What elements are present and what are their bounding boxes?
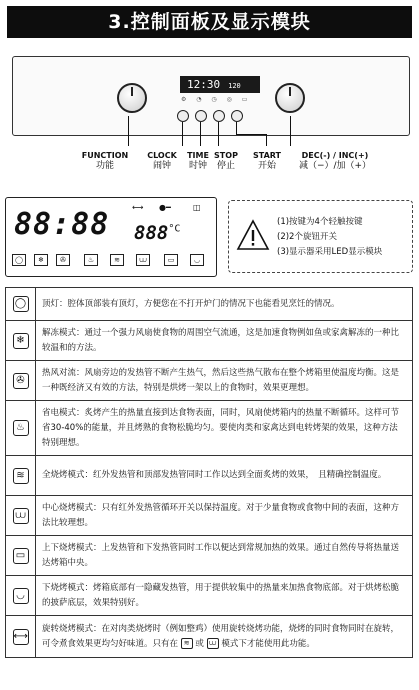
key-lock-icon: ●━ xyxy=(159,203,171,212)
dec-inc-label: DEC(-) / INC(+) 减（−）/加（+） xyxy=(298,151,372,171)
mode-table xyxy=(5,287,413,658)
fan-heat-icon: ✇ xyxy=(56,254,70,266)
callout-line xyxy=(290,116,291,146)
center-grill-icon: ⩊ xyxy=(207,638,219,649)
mode-description: 上下烧烤模式：上发热管和下发热管同时工作以便达到常规加热的效果。通过自然传导将热量送达烤箱中央。 xyxy=(36,536,413,576)
callout-line xyxy=(266,134,267,146)
lcd-display-diagram xyxy=(5,197,217,277)
lcd-temp-digits: $888^{^\circ C}$ xyxy=(134,222,181,244)
lamp-icon: ◯ xyxy=(12,254,26,266)
clock-label: CLOCK 闹钟 xyxy=(147,151,177,171)
control-panel xyxy=(12,56,410,136)
table-row xyxy=(6,616,413,658)
lcd-time-digits: 88:88 xyxy=(14,207,110,242)
callout-line xyxy=(218,122,219,146)
timer-indicator-icon: ◫ xyxy=(193,203,201,212)
function-label: FUNCTION 功能 xyxy=(81,151,129,171)
time-button[interactable] xyxy=(195,110,207,122)
start-button[interactable] xyxy=(231,110,243,122)
mode-description: 中心烧烤模式：只有红外发热管循环开关以保持温度。对于少量食物或食物中间的表面，这种方法比较理想。 xyxy=(36,496,413,536)
defrost-icon: ❄ xyxy=(13,333,29,349)
mode-description: 省电模式：炙烤产生的热量直接到达食物表面，同时，风扇使烤箱内的热量不断循环。这样可节省30-40%的能量，并且烤熟的食物松脆均匀。要使肉类和家禽达到电转烤架的效果，这种方法特别理想。 xyxy=(36,401,413,456)
top-bottom-icon: ▭ xyxy=(164,254,178,266)
clock-button[interactable] xyxy=(177,110,189,122)
center-grill-icon: ⩊ xyxy=(13,508,29,524)
table-row xyxy=(6,496,413,536)
callout-line xyxy=(236,122,237,134)
rotisserie-indicator-icon: ⟷ xyxy=(132,203,144,212)
rotisserie-icon: ⟷ xyxy=(13,629,29,645)
table-row xyxy=(6,401,413,456)
page-title: 3.控制面板及显示模块 xyxy=(7,6,412,38)
callout-line xyxy=(200,122,201,146)
bottom-heat-icon: ◡ xyxy=(13,588,29,604)
notice-line: (2)2个旋钮开关 xyxy=(277,232,337,242)
eco-icon: ♨ xyxy=(13,420,29,436)
table-row xyxy=(6,456,413,496)
callout-line xyxy=(128,116,129,146)
time-label: TIME 时钟 xyxy=(187,151,209,171)
function-knob[interactable] xyxy=(117,83,147,113)
defrost-icon: ❄ xyxy=(34,254,48,266)
notice-line: (1)按键为4个轻触按键 xyxy=(277,217,363,227)
center-grill-icon: ⩊ xyxy=(136,254,150,266)
notice-line: (3)显示器采用LED显示模块 xyxy=(277,247,383,257)
full-grill-icon: ≋ xyxy=(13,468,29,484)
mode-description: 旋转烧烤模式：在对肉类烧烤时（例如整鸡）使用旋转烧烤功能，烧烤的同时食物同时在旋转，可令煮食效果更均匀好味道。只有在 ≋ 或 ⩊ 模式下才能使用此功能。 xyxy=(36,616,413,658)
mode-description: 热风对流：风扇旁边的发热管不断产生热气，然后这些热气散布在整个烤箱里使温度均衡。这是一种既经济又有效的方法，特别是烘烤一架以上的食物时，效果更理想。 xyxy=(36,361,413,401)
display-temp: 120 xyxy=(228,82,241,90)
table-row xyxy=(6,536,413,576)
lamp-icon: ◯ xyxy=(13,296,29,312)
warning-icon xyxy=(236,219,270,251)
mode-description: 顶灯：腔体顶部装有顶灯，方便您在不打开炉门的情况下也能看见烹饪的情况。 xyxy=(36,288,413,321)
start-label: START 开始 xyxy=(252,151,282,171)
full-grill-icon: ≋ xyxy=(110,254,124,266)
mode-description: 解冻模式：通过一个强力风扇使食物的周围空气流通，这是加速食物例如鱼或家禽解冻的一种比较温和的方法。 xyxy=(36,321,413,361)
eco-icon: ♨ xyxy=(84,254,98,266)
callout-line xyxy=(236,134,266,135)
table-row xyxy=(6,288,413,321)
panel-display xyxy=(180,76,260,93)
mode-indicator-icons: ⚙ ◔ ◷ ◎ ▭ xyxy=(181,96,252,103)
table-row xyxy=(6,576,413,616)
notice-box xyxy=(228,200,413,273)
stop-label: STOP 停止 xyxy=(214,151,238,171)
bottom-heat-icon: ◡ xyxy=(190,254,204,266)
full-grill-icon: ≋ xyxy=(181,638,193,649)
callout-line xyxy=(182,122,183,146)
table-row xyxy=(6,321,413,361)
stop-button[interactable] xyxy=(213,110,225,122)
table-row xyxy=(6,361,413,401)
dec-inc-knob[interactable] xyxy=(275,83,305,113)
fan-heat-icon: ✇ xyxy=(13,373,29,389)
top-bottom-icon: ▭ xyxy=(13,548,29,564)
notice-lines xyxy=(277,215,382,260)
mode-description: 全烧烤模式：红外发热管和顶部发热管同时工作以达到全面炙烤的效果， 且精确控制温度。 xyxy=(36,456,413,496)
mode-description: 下烧烤模式：烤箱底部有一隐藏发热管，用于提供较集中的热量来加热食物底部。对于烘烤松脆的披萨底层，效果特别好。 xyxy=(36,576,413,616)
display-time: 12:30 xyxy=(187,78,221,91)
